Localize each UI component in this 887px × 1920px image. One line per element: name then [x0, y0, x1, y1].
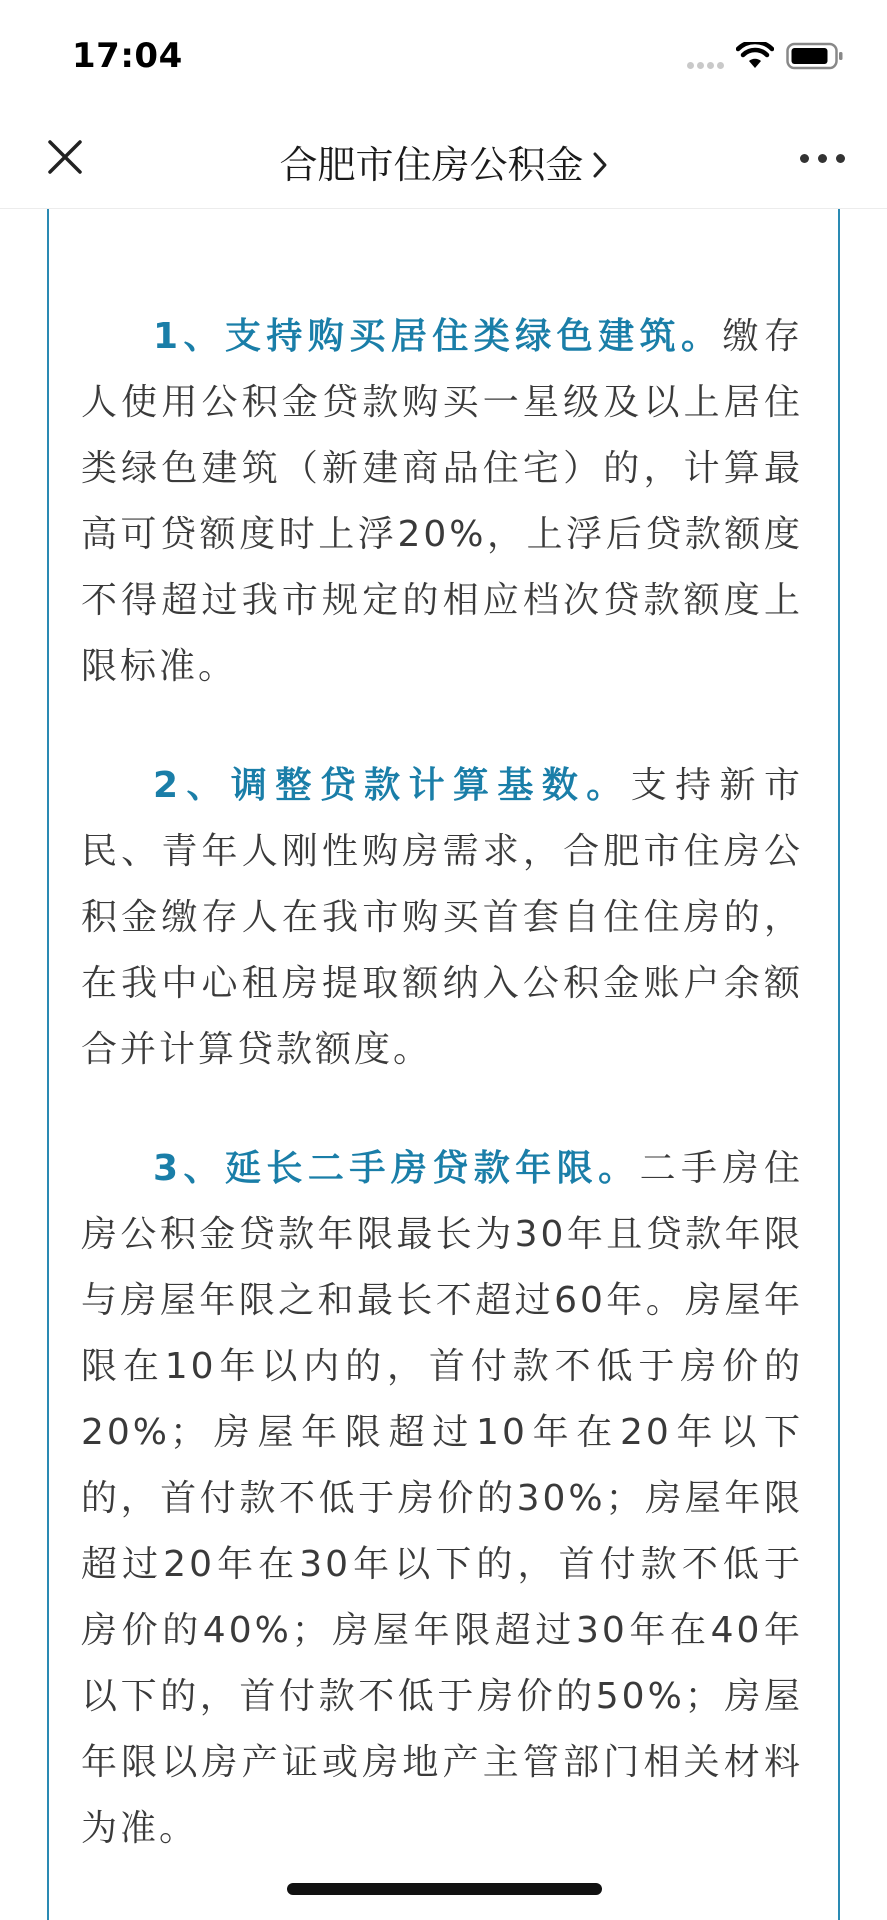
paragraph-2 [81, 753, 803, 1083]
more-icon[interactable] [800, 154, 846, 164]
paragraph-heading: 2、调整贷款计算基数。 [153, 765, 631, 806]
frame-border-right [838, 209, 840, 1920]
article-body [81, 304, 803, 1915]
article-content [0, 209, 887, 1920]
signal-icon [687, 62, 727, 70]
chevron-right-icon [592, 151, 608, 179]
paragraph-1 [81, 304, 803, 700]
nav-bar [0, 110, 887, 209]
paragraph-text: 二手房住房公积金贷款年限最长为30年且贷款年限与房屋年限之和最长不超过60年。房屋年限在10年以内的，首付款不低于房价的20%；房屋年限超过10年在20年以下的，首付款不低于房价的30%；房屋年限超过20年在30年以下的，首付款不低于房价的40%；房屋年限超过30年在40年以下的，首付款不低于房价的50%；房屋年限以房产证或房地产主管部门相关材料为准。 [81, 1148, 803, 1849]
wifi-icon [736, 42, 774, 70]
paragraph-text: 缴存人使用公积金贷款购买一星级及以上居住类绿色建筑（新建商品住宅）的，计算最高可贷额度时上浮20%，上浮后贷款额度不得超过我市规定的相应档次贷款额度上限标准。 [81, 316, 803, 687]
paragraph-3 [81, 1136, 803, 1862]
nav-title: 合肥市住房公积金 [279, 143, 584, 187]
paragraph-heading: 3、延长二手房贷款年限。 [153, 1148, 640, 1189]
paragraph-text: 支持新市民、青年人刚性购房需求，合肥市住房公积金缴存人在我市购买首套自住住房的，在我中心租房提取额纳入公积金账户余额合并计算贷款额度。 [81, 765, 803, 1070]
nav-title-link[interactable] [0, 134, 887, 189]
frame-border-left [47, 209, 49, 1920]
status-time: 17:04 [72, 36, 183, 76]
status-bar [0, 0, 887, 110]
battery-icon [786, 42, 844, 70]
paragraph-heading: 1、支持购买居住类绿色建筑。 [153, 316, 723, 357]
home-indicator[interactable] [287, 1883, 602, 1895]
